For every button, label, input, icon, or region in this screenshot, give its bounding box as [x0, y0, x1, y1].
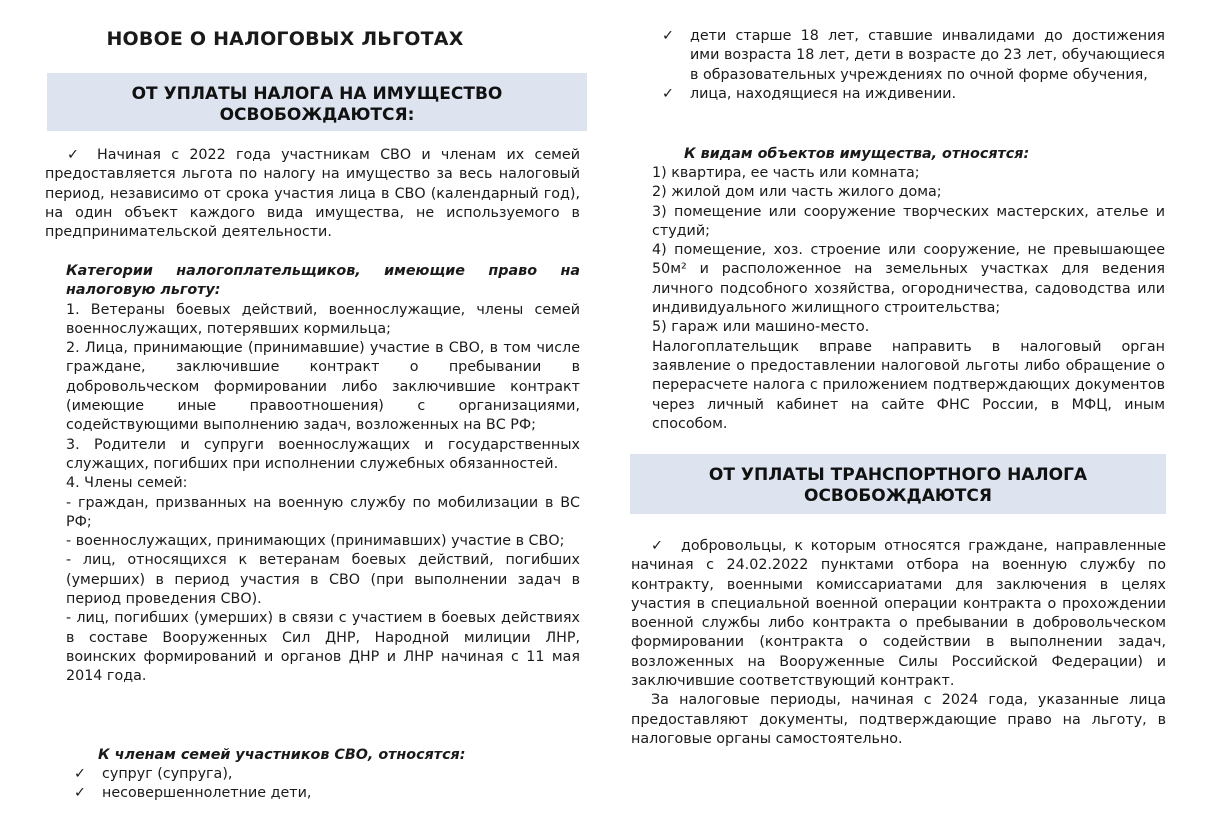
- category-item: - лиц, относящихся к ветеранам боевых действий, погибших (умерших) в период участия в СВО (при выполнении задач в период проведения СВО).: [66, 552, 580, 608]
- category-item: - военнослужащих, принимающих (принимавших) участие в СВО;: [66, 533, 565, 550]
- family-list-continued: [662, 27, 1165, 104]
- objects-note: Налогоплательщик вправе направить в налоговый орган заявление о предоставлении налоговой льготы либо обращение о перерасчете налога с приложением подтверждающих документов через личный кабинет на сайте ФНС России, в МФЦ, иным способом.: [652, 338, 1165, 432]
- check-icon: ✓: [74, 785, 86, 802]
- objects-heading: К видам объектов имущества, относятся:: [684, 146, 1030, 162]
- banner-line: ОТ УПЛАТЫ ТРАНСПОРТНОГО НАЛОГА: [708, 465, 1088, 485]
- intro-block: [45, 146, 580, 242]
- banner-line: ОТ УПЛАТЫ НАЛОГА НА ИМУЩЕСТВО: [131, 84, 503, 104]
- transport-tax-banner: [630, 454, 1166, 514]
- list-item: [74, 784, 574, 803]
- check-icon: ✓: [651, 538, 663, 554]
- family-heading-block: [98, 746, 578, 765]
- category-item: - лиц, погибших (умерших) в связи с участием в боевых действиях в составе Вооруженных Сил ДНР, Народной милиции ЛНР, воинских формирований и органов ДНР и ЛНР начиная с 11 мая 2014 года.: [66, 610, 580, 685]
- family-heading: К членам семей участников СВО, относятся:: [98, 747, 466, 763]
- check-icon: ✓: [74, 766, 86, 782]
- categories-heading: Категории налогоплательщиков, имеющие право на налоговую льготу:: [66, 263, 580, 299]
- list-item-text: супруг (супруга),: [102, 766, 233, 782]
- check-icon: ✓: [662, 28, 674, 44]
- category-item: 1. Ветераны боевых действий, военнослужащие, члены семей военнослужащих, потерявших кормильца;: [66, 301, 580, 337]
- list-item: [662, 27, 1165, 85]
- category-item: - граждан, призванных на военную службу по мобилизации в ВС РФ;: [66, 494, 580, 530]
- periods-paragraph: За налоговые периоды, начиная с 2024 года, указанные лица предоставляют документы, подтверждающие право на льготу, в налоговые органы самостоятельно.: [631, 692, 1166, 747]
- list-item: [662, 85, 1165, 104]
- list-item-text: дети старше 18 лет, ставшие инвалидами до достижения ими возраста 18 лет, дети в возрасте до 23 лет, обучающиеся в образовательных учреждениях по очной форме обучения,: [690, 28, 1165, 83]
- objects-block: [652, 164, 1165, 434]
- category-item: 3. Родители и супруги военнослужащих и государственных служащих, погибших при исполнении служебных обязанностей.: [66, 436, 580, 472]
- family-list: [74, 765, 574, 804]
- list-item: [74, 765, 574, 784]
- intro-text: Начиная с 2022 года участникам СВО и членам их семей предоставляется льгота по налогу на имущество за весь налоговый период, независимо от срока участия лица в СВО (календарный год), на один объект каждого вида имущества, не используемого в предпринимательской деятельности.: [45, 147, 580, 241]
- object-item: 4) помещение, хоз. строение или сооружение, не превышающее 50м² и расположенное на земельных участках для ведения личного подсобного хозяйства, огородничества, садоводства или индивидуального жилищного строительства;: [652, 242, 1165, 317]
- object-item: 3) помещение или сооружение творческих мастерских, ателье и студий;: [652, 203, 1165, 239]
- check-icon: ✓: [662, 85, 674, 102]
- categories-block: [66, 262, 580, 687]
- property-tax-banner: [47, 73, 587, 131]
- volunteers-text: добровольцы, к которым относятся граждане, направленные начиная с 24.02.2022 пунктами отбора на военную службу по контракту, военными комиссариатами для заключения в целях участия в специальной военной операции контракта о прохождении военной службы либо контракта о пребывании в добровольческом формировании (контракта о содействии в выполнении задач, возложенных на Вооруженные Силы Российской Федерации) и заключившие соответствующий контракт.: [631, 538, 1166, 690]
- object-item: 2) жилой дом или часть жилого дома;: [652, 184, 942, 201]
- intro-paragraph: [45, 146, 580, 242]
- banner-line: ОСВОБОЖДАЮТСЯ: [804, 486, 992, 506]
- category-item: 2. Лица, принимающие (принимавшие) участие в СВО, в том числе граждане, заключившие контракт о пребывании в добровольческом формировании либо заключившие контракт (имеющие иные правоотношения) с организациями, содействующими выполнению задач, возложенных на ВС РФ;: [66, 340, 580, 434]
- check-icon: ✓: [67, 147, 79, 163]
- page-title: НОВОЕ О НАЛОГОВЫХ ЛЬГОТАХ: [106, 28, 464, 50]
- list-item-text: несовершеннолетние дети,: [102, 785, 312, 802]
- category-item: 4. Члены семей:: [66, 475, 188, 492]
- volunteers-paragraph: [631, 537, 1166, 691]
- list-item-text: лица, находящиеся на иждивении.: [690, 85, 957, 102]
- banner-line: ОСВОБОЖДАЮТСЯ:: [219, 105, 415, 125]
- objects-heading-block: [684, 145, 1164, 164]
- transport-block: [631, 537, 1166, 749]
- object-item: 1) квартира, ее часть или комната;: [652, 165, 920, 181]
- object-item: 5) гараж или машино-место.: [652, 319, 870, 336]
